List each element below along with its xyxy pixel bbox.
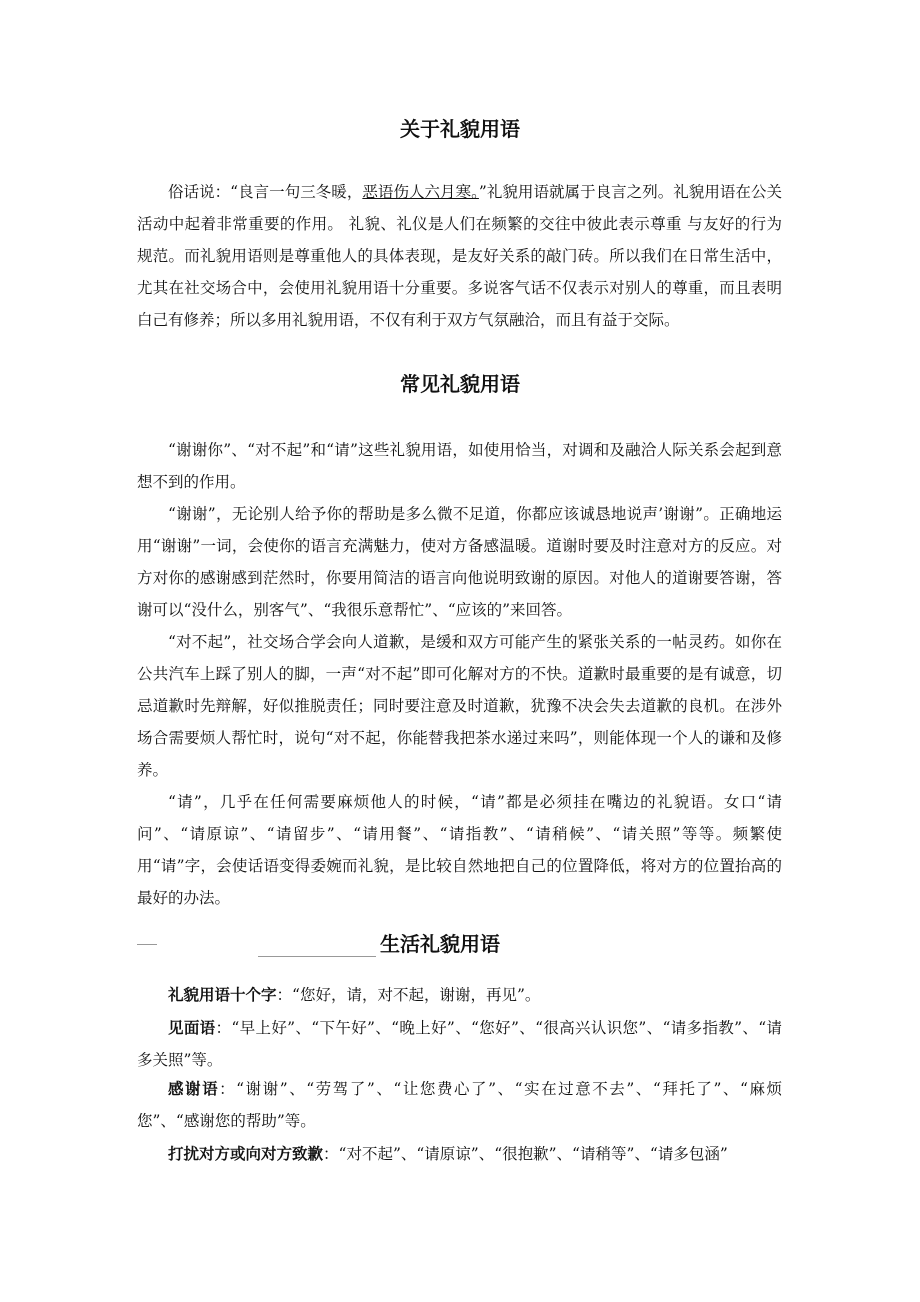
daily-item-label: 见面语 [168, 1019, 216, 1037]
decorative-rule-short [137, 944, 157, 945]
section-title-about: 关于礼貌用语 [400, 117, 520, 141]
daily-item-text: ：“您好，请，对不起，谢谢，再见”。 [276, 986, 541, 1004]
daily-item-text: ：“对不起”、“请原谅”、“很抱歉”、“请稍等”、“请多包涵” [323, 1145, 728, 1163]
daily-item-text: ：“谢谢”、“劳驾了”、“让您费心了”、“实在过意不去”、“拜托了”、“麻烦您”、“感谢您的帮助”等。 [137, 1080, 782, 1130]
section-title-daily: 生活礼貌用语 [380, 932, 500, 956]
daily-item [137, 979, 782, 1011]
daily-item-text: ：“早上好”、“下午好”、“晚上好”、“您好”、“很高兴认识您”、“请多指教”、“请多关照”等。 [137, 1019, 782, 1069]
common-paragraph-1: “谢谢你”、“对不起”和“请”这些礼貌用语，如使用恰当，对调和及融洽人际关系会起到意想不到的作用。 [137, 441, 782, 491]
intro-text-rest: ”礼貌用语就属于良言之列。礼貌用语在公关活动中起着非常重要的作用。 礼貌、礼仪是人们在频繁的交往中彼此表示尊重 与友好的行为规范。而礼貌用语则是尊重他人的具体表现，是友好关系的敲门砖。所以我们在日常生活中，尤其在社交场合中，会使用礼貌用语十分重要。多说客气话不仅表示对别人的尊重，而且表明白己有修养；所以多用礼貌用语，不仅有利于双方气氛融洽，而且有益于交际。 [137, 183, 782, 329]
daily-item-label: 礼貌用语十个字 [168, 986, 277, 1004]
daily-item [137, 1012, 782, 1076]
intro-paragraph [137, 176, 782, 336]
common-paragraph-please: “请”，几乎在任何需要麻烦他人的时候，“请”都是必须挂在嘴边的礼貌语。女口“请问”、“请原谅”、“请留步”、“请用餐”、“请指教”、“请稍候”、“请关照”等等。频繁使用“请”字，会使话语变得委婉而礼貌，是比较自然地把自己的位置降低，将对方的位置抬高的最好的办法。 [137, 793, 782, 907]
daily-item-label: 打扰对方或向对方致歉 [168, 1145, 324, 1163]
decorative-rule-long [258, 956, 376, 957]
intro-text-start: 俗话说：“良言一句三冬暖， [168, 183, 363, 201]
common-paragraph-thanks: “谢谢”，无论别人给予你的帮助是多么微不足道，你都应该诚恳地说声’谢谢”。正确地运用“谢谢”一词，会使你的语言充满魅力，使对方备感温暖。道谢时要及时注意对方的反应。对方对你的感谢感到茫然时，你要用简洁的语言向他说明致谢的原因。对他人的道谢要答谢，答谢可以“没什么，别客气”、“我很乐意帮忙”、“应该的”来回答。 [137, 505, 782, 619]
daily-item [137, 1073, 782, 1137]
common-paragraph-sorry: “对不起”，社交场合学会向人道歉，是缓和双方可能产生的紧张关系的一帖灵药。如你在公共汽车上踩了别人的脚，一声“对不起”即可化解对方的不快。道歉时最重要的是有诚意，切忌道歉时先辩解，好似推脱责任；同时要注意及时道歉，犹豫不决会失去道歉的良机。在涉外场合需要烦人帮忙时，说句“对不起，你能替我把茶水递过来吗”，则能体现一个人的谦和及修养。 [137, 633, 782, 779]
intro-underlined-phrase: 恶语伤人六月寒。 [362, 183, 479, 201]
section-title-common: 常见礼貌用语 [400, 372, 520, 396]
daily-item [137, 1138, 782, 1170]
daily-item-label: 感谢语 [168, 1080, 220, 1098]
